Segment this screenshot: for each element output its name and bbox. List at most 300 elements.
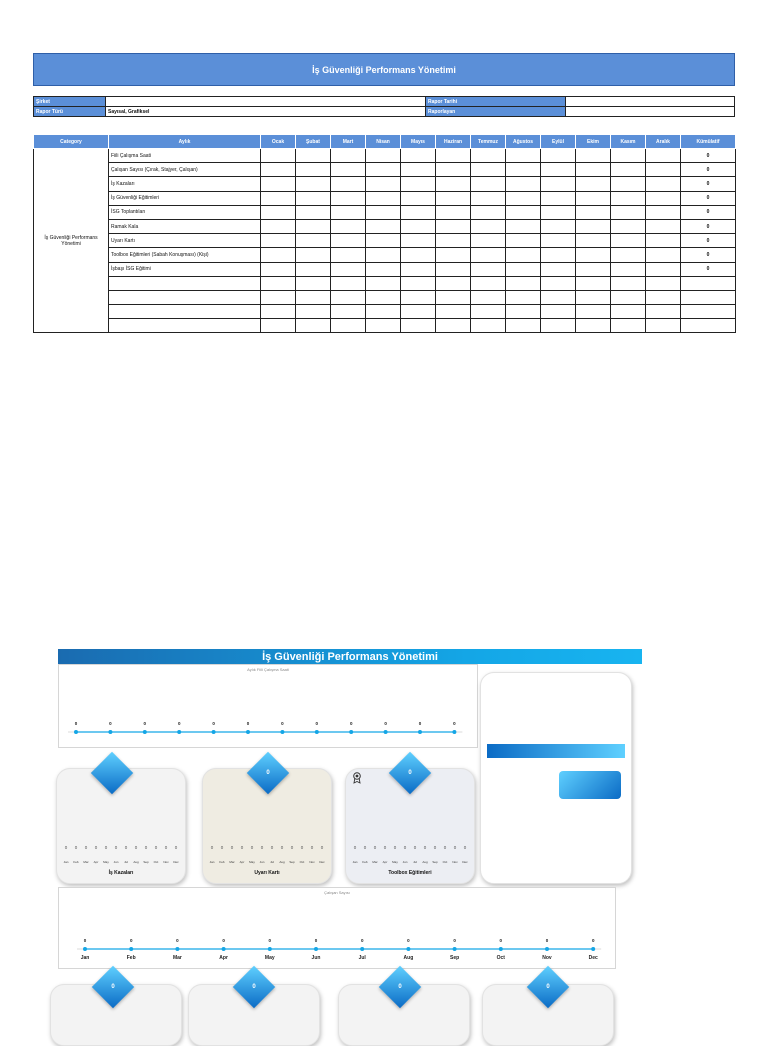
x-tick-label: Nov [452,860,458,864]
month-value-cell[interactable] [506,149,541,163]
month-value-cell[interactable] [506,262,541,276]
month-value-cell[interactable] [401,177,436,191]
month-value-cell[interactable] [506,248,541,262]
data-point [222,947,226,951]
month-value-cell[interactable] [296,248,331,262]
data-label: 0 [499,938,503,943]
table-row [34,290,736,304]
month-value-cell[interactable] [541,319,576,333]
month-value-cell[interactable] [436,319,471,333]
month-value-cell[interactable] [296,276,331,290]
month-value-cell[interactable] [506,290,541,304]
data-label: 0 [393,845,397,850]
month-value-cell[interactable] [261,276,296,290]
column-header: Kasım [611,135,646,149]
month-value-cell[interactable] [436,163,471,177]
column-header: Kümülatif [681,135,736,149]
report-type-label: Rapor Türü [34,107,106,117]
month-value-cell[interactable] [331,262,366,276]
month-value-cell[interactable] [366,305,401,319]
data-label: 0 [246,721,250,726]
month-value-cell[interactable] [646,219,681,233]
month-value-cell[interactable] [576,177,611,191]
month-value-cell[interactable] [576,305,611,319]
month-value-cell[interactable] [366,191,401,205]
month-value-cell[interactable] [331,319,366,333]
data-label: 0 [280,845,284,850]
month-value-cell[interactable] [331,234,366,248]
x-tick-label: Jan [352,860,358,864]
month-value-cell[interactable] [646,262,681,276]
table-row [34,305,736,319]
x-tick-label: Dec [588,955,598,961]
data-label: 0 [320,845,324,850]
x-tick-label: Feb [362,860,368,864]
data-label: 0 [176,938,179,943]
data-label: 0 [591,938,595,943]
cumulative-cell: 0 [681,177,736,191]
cumulative-cell: 0 [681,163,736,177]
table-row [34,276,736,290]
month-value-cell[interactable] [331,149,366,163]
month-value-cell[interactable] [261,149,296,163]
data-label: 0 [164,845,168,850]
month-value-cell[interactable] [401,191,436,205]
month-value-cell[interactable] [576,262,611,276]
data-label: 0 [373,845,377,850]
month-value-cell[interactable] [436,234,471,248]
data-label: 0 [268,938,272,943]
data-label: 0 [453,721,456,726]
month-value-cell[interactable] [296,149,331,163]
month-value-cell[interactable] [401,234,436,248]
month-value-cell[interactable] [471,163,506,177]
month-value-cell[interactable] [436,248,471,262]
mini-chart-card [56,768,186,884]
month-value-cell[interactable] [541,262,576,276]
data-point [212,730,216,734]
data-point [360,947,364,951]
month-value-cell[interactable] [261,234,296,248]
x-tick-label: Dec [319,860,325,864]
month-value-cell[interactable] [541,149,576,163]
month-value-cell[interactable] [436,149,471,163]
month-value-cell[interactable] [436,191,471,205]
month-value-cell[interactable] [541,163,576,177]
table-header-row [34,135,736,149]
month-value-cell[interactable] [471,205,506,219]
cumulative-cell [681,276,736,290]
month-value-cell[interactable] [436,290,471,304]
month-value-cell[interactable] [611,191,646,205]
month-value-cell[interactable] [261,191,296,205]
month-value-cell[interactable] [541,191,576,205]
month-value-cell[interactable] [506,234,541,248]
month-value-cell[interactable] [576,290,611,304]
month-value-cell[interactable] [506,205,541,219]
month-value-cell[interactable] [576,319,611,333]
x-tick-label: Sep [432,860,438,864]
month-value-cell[interactable] [506,191,541,205]
kpi-value: 0 [546,984,550,990]
x-tick-label: Jan [80,955,90,961]
data-label: 0 [230,845,234,850]
reporter-value-cell[interactable] [566,107,735,117]
month-value-cell[interactable] [331,177,366,191]
mini-line-chart [346,843,474,883]
data-point [591,947,595,951]
month-value-cell[interactable] [366,205,401,219]
metric-label-cell: İşbaşı İSG Eğitimi [109,262,261,276]
table-row [34,177,736,191]
report-type-value-cell[interactable]: Sayısal, Grafiksel [106,107,426,117]
kpi-diamond [527,966,569,1008]
data-label: 0 [443,845,447,850]
summary-side-button[interactable] [559,771,621,799]
month-value-cell[interactable] [576,234,611,248]
data-point [175,947,179,951]
month-value-cell[interactable] [296,305,331,319]
month-value-cell[interactable] [541,276,576,290]
summary-side-card [480,672,632,884]
month-value-cell[interactable] [471,305,506,319]
table-row [34,149,736,163]
month-value-cell[interactable] [541,290,576,304]
data-point [452,730,456,734]
month-value-cell[interactable] [261,219,296,233]
month-value-cell[interactable] [261,290,296,304]
x-tick-label: Mar [229,860,235,864]
month-value-cell[interactable] [436,205,471,219]
kpi-value: 0 [266,770,270,776]
month-value-cell[interactable] [471,191,506,205]
month-value-cell[interactable] [576,276,611,290]
data-label: 0 [84,845,88,850]
column-header: Eylül [541,135,576,149]
month-value-cell[interactable] [366,149,401,163]
month-value-cell[interactable] [541,177,576,191]
data-label: 0 [300,845,304,850]
x-tick-label: May [249,860,255,864]
month-value-cell[interactable] [471,219,506,233]
month-value-cell[interactable] [261,319,296,333]
month-value-cell[interactable] [506,319,541,333]
data-label: 0 [545,938,549,943]
cumulative-cell: 0 [681,191,736,205]
month-value-cell[interactable] [611,149,646,163]
month-value-cell[interactable] [331,305,366,319]
month-value-cell[interactable] [331,219,366,233]
month-value-cell[interactable] [471,319,506,333]
x-tick-label: Jul [270,860,274,864]
month-value-cell[interactable] [296,177,331,191]
data-label: 0 [423,845,427,850]
month-value-cell[interactable] [401,219,436,233]
data-label: 0 [144,845,148,850]
x-tick-label: Jun [259,860,265,864]
data-label: 0 [349,721,353,726]
month-value-cell[interactable] [366,163,401,177]
x-tick-label: Sep [450,955,460,961]
month-value-cell[interactable] [506,219,541,233]
data-point [315,730,319,734]
month-value-cell[interactable] [401,290,436,304]
month-value-cell[interactable] [611,276,646,290]
month-value-cell[interactable] [506,177,541,191]
month-value-cell[interactable] [611,205,646,219]
data-point [384,730,388,734]
month-value-cell[interactable] [436,262,471,276]
month-value-cell[interactable] [261,205,296,219]
x-tick-label: Apr [93,860,99,864]
data-label: 0 [383,845,387,850]
month-value-cell[interactable] [436,276,471,290]
month-value-cell[interactable] [541,234,576,248]
month-value-cell[interactable] [646,319,681,333]
cumulative-cell [681,290,736,304]
month-value-cell[interactable] [401,305,436,319]
month-value-cell[interactable] [366,219,401,233]
company-label: Şirket [34,97,106,107]
data-label: 0 [174,845,178,850]
month-value-cell[interactable] [331,248,366,262]
month-value-cell[interactable] [436,177,471,191]
month-value-cell[interactable] [296,234,331,248]
month-value-cell[interactable] [611,262,646,276]
month-value-cell[interactable] [646,305,681,319]
month-value-cell[interactable] [471,177,506,191]
month-value-cell[interactable] [296,319,331,333]
cumulative-cell: 0 [681,149,736,163]
metric-label-cell: İş Kazaları [109,177,261,191]
data-point [83,947,87,951]
x-tick-label: Feb [126,955,136,961]
x-tick-label: May [264,955,275,961]
month-value-cell[interactable] [506,276,541,290]
column-header: Ocak [261,135,296,149]
data-label: 0 [240,845,244,850]
award-icon [352,771,362,783]
data-label: 0 [310,845,314,850]
x-tick-label: Jun [402,860,408,864]
x-tick-label: Sep [143,860,149,864]
report-date-label: Rapor Tarihi [426,97,566,107]
month-value-cell[interactable] [471,234,506,248]
column-header: Ağustos [506,135,541,149]
column-header: Mayıs [401,135,436,149]
column-header: Nisan [366,135,401,149]
table-row [34,319,736,333]
table-row [34,262,736,276]
data-label: 0 [281,721,284,726]
month-value-cell[interactable] [471,262,506,276]
month-value-cell[interactable] [296,290,331,304]
month-value-cell[interactable] [296,163,331,177]
mini-line-chart [57,843,185,883]
month-value-cell[interactable] [541,219,576,233]
month-value-cell[interactable] [646,234,681,248]
month-value-cell[interactable] [331,290,366,304]
dashboard-title: İş Güvenliği Performans Yönetimi [58,649,642,664]
month-value-cell[interactable] [366,248,401,262]
month-value-cell[interactable] [331,163,366,177]
x-tick-label: Aug [403,955,414,961]
month-value-cell[interactable] [261,248,296,262]
month-value-cell[interactable] [646,248,681,262]
month-value-cell[interactable] [366,319,401,333]
data-label: 0 [64,845,68,850]
kpi-value: 0 [111,984,115,990]
month-value-cell[interactable] [611,305,646,319]
month-value-cell[interactable] [576,191,611,205]
month-value-cell[interactable] [401,205,436,219]
data-point [143,730,147,734]
month-value-cell[interactable] [401,163,436,177]
data-point [418,730,422,734]
data-label: 0 [74,721,78,726]
x-tick-label: Jul [124,860,128,864]
kpi-value: 0 [398,984,402,990]
data-label: 0 [413,845,417,850]
month-value-cell[interactable] [436,305,471,319]
month-value-cell[interactable] [646,290,681,304]
table-row [34,191,736,205]
month-value-cell[interactable] [366,262,401,276]
x-tick-label: Mar [372,860,378,864]
x-tick-label: Jan [63,860,69,864]
month-value-cell[interactable] [576,163,611,177]
month-value-cell[interactable] [646,149,681,163]
month-value-cell[interactable] [296,191,331,205]
kpi-value: 0 [408,770,412,776]
data-label: 0 [210,845,214,850]
month-value-cell[interactable] [541,248,576,262]
data-label: 0 [143,721,147,726]
data-point [74,730,78,734]
month-value-cell[interactable] [576,219,611,233]
kpi-diamond [379,966,421,1008]
month-value-cell[interactable] [646,177,681,191]
mini-line-chart [203,843,331,883]
month-value-cell[interactable] [611,319,646,333]
data-label: 0 [212,721,215,726]
month-value-cell[interactable] [331,276,366,290]
monthly-data-table [33,134,736,333]
month-value-cell[interactable] [576,248,611,262]
data-label: 0 [463,845,467,850]
month-value-cell[interactable] [261,262,296,276]
data-point [280,730,284,734]
data-label: 0 [114,845,118,850]
work-hours-chart-title: Aylık Fiili Çalışma Saati [247,667,289,672]
x-tick-label: Mar [172,955,182,961]
month-value-cell[interactable] [506,305,541,319]
month-value-cell[interactable] [471,149,506,163]
x-tick-label: Aug [422,860,428,864]
x-tick-label: Feb [73,860,79,864]
x-tick-label: Nov [163,860,169,864]
month-value-cell[interactable] [506,163,541,177]
month-value-cell[interactable] [401,262,436,276]
month-value-cell[interactable] [296,262,331,276]
month-value-cell[interactable] [331,205,366,219]
month-value-cell[interactable] [366,290,401,304]
month-value-cell[interactable] [576,205,611,219]
month-value-cell[interactable] [261,163,296,177]
employee-count-chart-title: Çalışan Sayısı [324,890,350,895]
month-value-cell[interactable] [401,276,436,290]
data-label: 0 [250,845,254,850]
month-value-cell[interactable] [261,177,296,191]
month-value-cell[interactable] [331,191,366,205]
month-value-cell[interactable] [646,205,681,219]
report-info-table [33,96,735,117]
month-value-cell[interactable] [471,276,506,290]
month-value-cell[interactable] [296,219,331,233]
month-value-cell[interactable] [401,248,436,262]
month-value-cell[interactable] [366,177,401,191]
month-value-cell[interactable] [471,248,506,262]
data-label: 0 [154,845,158,850]
x-tick-label: May [392,860,398,864]
x-tick-label: Oct [299,860,305,864]
data-label: 0 [453,938,456,943]
month-value-cell[interactable] [471,290,506,304]
data-label: 0 [220,845,224,850]
x-tick-label: Jun [311,955,321,961]
column-header: Mart [331,135,366,149]
company-value-cell[interactable] [106,97,426,107]
month-value-cell[interactable] [611,290,646,304]
month-value-cell[interactable] [401,319,436,333]
month-value-cell[interactable] [611,219,646,233]
month-value-cell[interactable] [611,177,646,191]
data-label: 0 [124,845,128,850]
month-value-cell[interactable] [611,248,646,262]
month-value-cell[interactable] [646,163,681,177]
month-value-cell[interactable] [261,305,296,319]
metric-label-cell [109,305,261,319]
x-tick-label: Oct [153,860,159,864]
data-point [545,947,549,951]
month-value-cell[interactable] [401,149,436,163]
month-value-cell[interactable] [611,234,646,248]
month-value-cell[interactable] [541,205,576,219]
month-value-cell[interactable] [366,276,401,290]
month-value-cell[interactable] [611,163,646,177]
month-value-cell[interactable] [576,149,611,163]
column-header: Temmuz [471,135,506,149]
table-row [34,248,736,262]
table-row [34,205,736,219]
month-value-cell[interactable] [366,234,401,248]
month-value-cell[interactable] [296,205,331,219]
month-value-cell[interactable] [541,305,576,319]
data-label: 0 [403,845,407,850]
month-value-cell[interactable] [436,219,471,233]
mini-card-label: Uyarı Kartı [254,870,280,876]
report-date-value-cell[interactable] [566,97,735,107]
data-label: 0 [94,845,98,850]
x-tick-label: Jun [113,860,119,864]
data-label: 0 [315,721,319,726]
month-value-cell[interactable] [646,276,681,290]
summary-side-bar [487,744,625,758]
month-value-cell[interactable] [646,191,681,205]
data-label: 0 [407,938,410,943]
data-label: 0 [433,845,437,850]
mini-card-label: Toolbox Eğitimleri [388,870,432,876]
